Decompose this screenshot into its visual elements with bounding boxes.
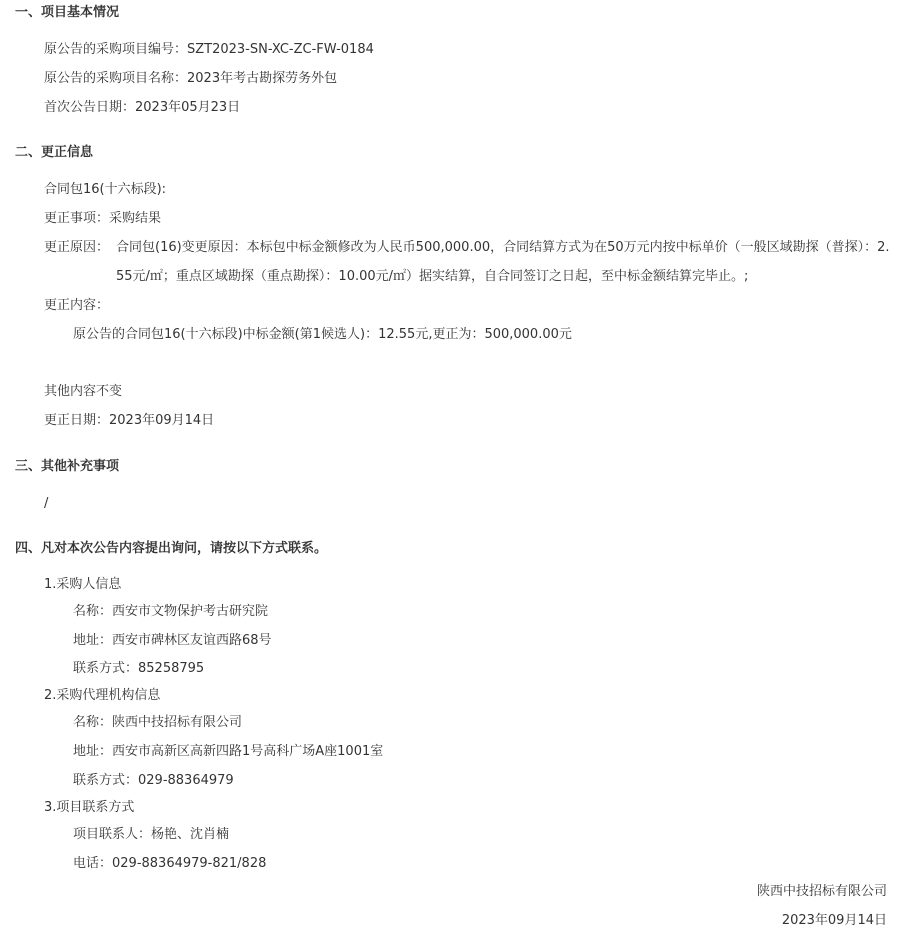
signature-company: 陕西中技招标有限公司 [756, 884, 887, 899]
purchaser-name: 名称：西安市文物保护考古研究院 [73, 604, 269, 619]
agency-contact: 联系方式：029-88364979 [73, 773, 234, 788]
project-name: 原公告的采购项目名称：2023年考古勘探劳务外包 [44, 71, 338, 86]
correction-date: 更正日期：2023年09月14日 [44, 413, 215, 428]
other-content-unchanged: 其他内容不变 [44, 384, 123, 399]
project-contact-person: 项目联系人：杨艳、沈肖楠 [73, 827, 230, 842]
project-number: 原公告的采购项目编号：SZT2023-SN-XC-ZC-FW-0184 [44, 42, 374, 57]
contract-package: 合同包16(十六标段): [44, 182, 167, 197]
project-contact-phone: 电话：029-88364979-821/828 [73, 856, 267, 871]
purchaser-title: 1.采购人信息 [44, 577, 122, 592]
correction-content-detail: 原公告的合同包16(十六标段)中标金额(第1候选人)：12.55元,更正为：500,000.00元 [73, 327, 572, 342]
agency-name: 名称：陕西中技招标有限公司 [73, 715, 243, 730]
section2-heading: 二、更正信息 [15, 145, 94, 160]
first-announcement-date: 首次公告日期：2023年05月23日 [44, 100, 241, 115]
correction-content-label: 更正内容： [44, 298, 110, 313]
agency-address: 地址：西安市高新区高新四路1号高科广场A座1001室 [73, 744, 384, 759]
correction-reason-label: 更正原因： [44, 240, 110, 255]
section4-heading: 四、凡对本次公告内容提出询问，请按以下方式联系。 [15, 541, 328, 556]
agency-title: 2.采购代理机构信息 [44, 688, 161, 703]
project-contact-title: 3.项目联系方式 [44, 800, 135, 815]
supplementary-content: / [44, 496, 49, 511]
section3-heading: 三、其他补充事项 [15, 459, 120, 474]
purchaser-address: 地址：西安市碑林区友谊西路68号 [73, 633, 272, 648]
signature-date: 2023年09月14日 [781, 913, 887, 928]
section1-heading: 一、项目基本情况 [15, 5, 120, 20]
correction-item: 更正事项：采购结果 [44, 211, 162, 226]
purchaser-contact: 联系方式：85258795 [73, 661, 205, 676]
correction-reason-text: 合同包(16)变更原因：本标包中标金额修改为人民币500,000.00，合同结算方式为在50万元内按中标单价（一般区域勘探（普探）：2.55元/㎡；重点区域勘探（重点勘探）：10.00元/㎡）据实结算，自合同签订之日起，至中标金额结算完毕止。; [116, 240, 890, 284]
